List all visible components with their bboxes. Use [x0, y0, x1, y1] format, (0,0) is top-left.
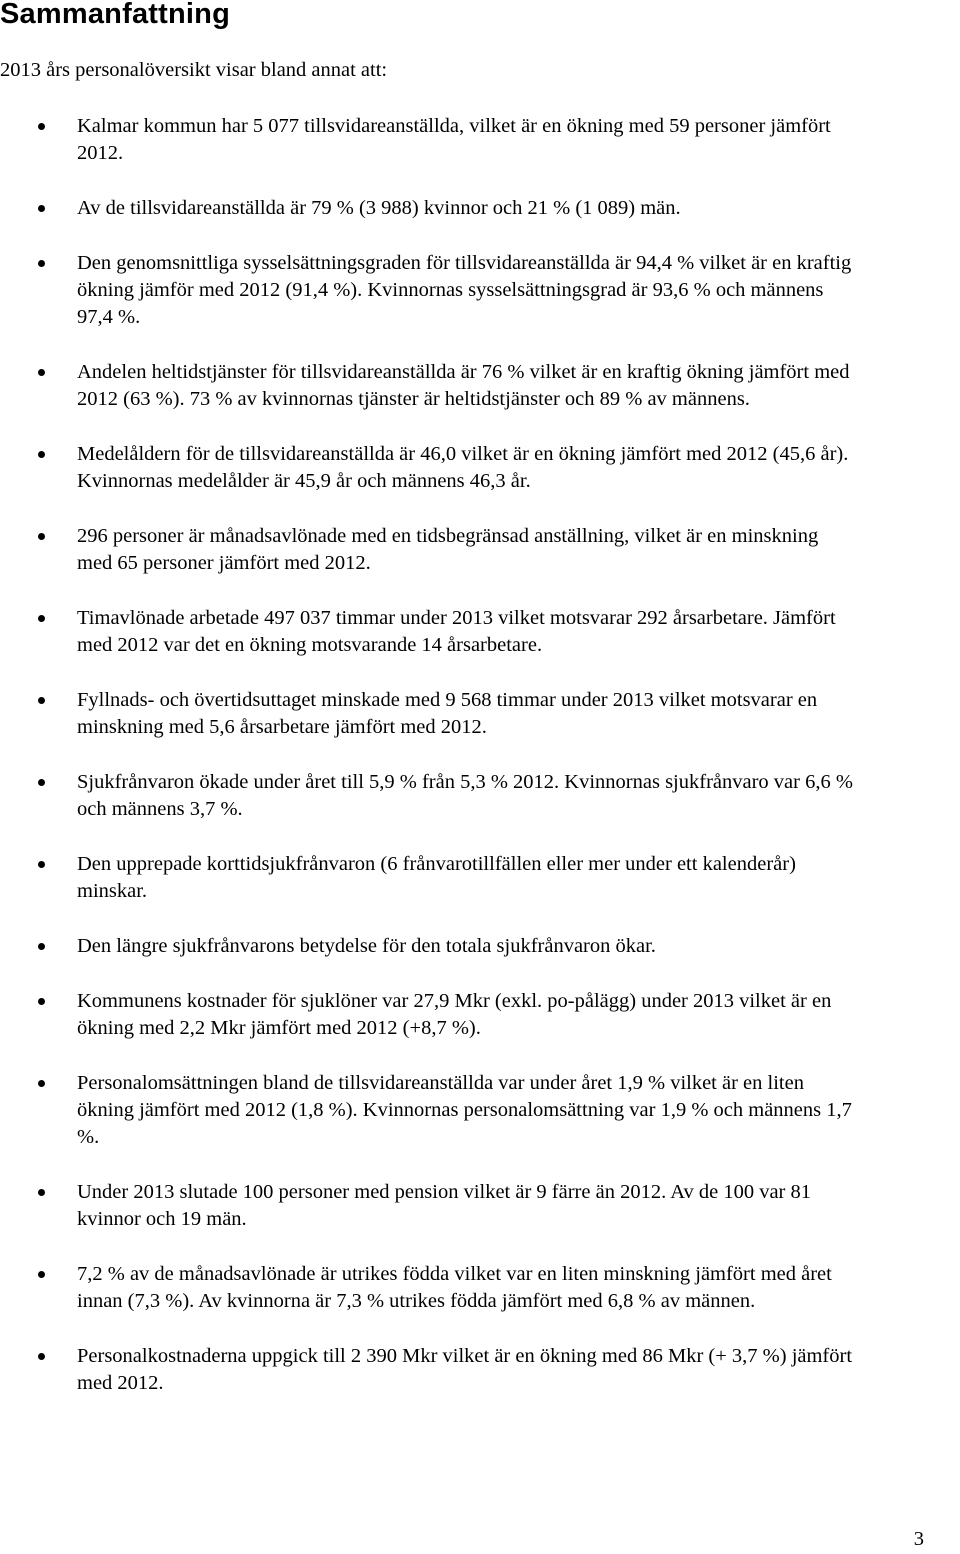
- list-item-text: Kommunens kostnader för sjuklöner var 27,9 Mkr (exkl. po-pålägg) under 2013 vilket är en ökning med 2,2 Mkr jämfört med 2012 (+8,7 %).: [77, 990, 832, 1039]
- list-item-text: Personalkostnaderna uppgick till 2 390 Mkr vilket är en ökning med 86 Mkr (+ 3,7 %) jämfört med 2012.: [77, 1345, 853, 1394]
- bullet-icon: [38, 1189, 45, 1196]
- list-item: [0, 1179, 960, 1233]
- bullet-icon: [38, 861, 45, 868]
- list-item: [0, 113, 960, 167]
- bullet-icon: [38, 1080, 45, 1087]
- list-item-text: Sjukfrånvaron ökade under året till 5,9 % från 5,3 % 2012. Kvinnornas sjukfrånvaro var 6,6 % och männens 3,7 %.: [77, 771, 853, 820]
- list-item-text: Den genomsnittliga sysselsättningsgraden för tillsvidareanställda är 94,4 % vilket är en kraftig ökning jämför med 2012 (91,4 %). Kvinnornas sysselsättningsgrad är 93,6 % och männens 97,4 %.: [77, 252, 852, 328]
- list-item-text: Medelåldern för de tillsvidareanställda är 46,0 vilket är en ökning jämfört med 2012 (45,6 år). Kvinnornas medelålder är 45,9 år och männens 46,3 år.: [77, 443, 849, 492]
- list-item: [0, 1070, 960, 1151]
- bullet-icon: [38, 205, 45, 212]
- list-item-text: Den upprepade korttidsjukfrånvaron (6 frånvarotillfällen eller mer under ett kalenderår) minskar.: [77, 853, 796, 902]
- bullet-icon: [38, 451, 45, 458]
- bullet-icon: [38, 697, 45, 704]
- list-item-text: Av de tillsvidareanställda är 79 % (3 988) kvinnor och 21 % (1 089) män.: [77, 197, 681, 219]
- bullet-icon: [38, 779, 45, 786]
- page-title: Sammanfattning: [0, 0, 230, 30]
- list-item: [0, 441, 960, 495]
- bullet-icon: [38, 533, 45, 540]
- list-item-text: Den längre sjukfrånvarons betydelse för den totala sjukfrånvaron ökar.: [77, 935, 656, 957]
- list-item-text: Kalmar kommun har 5 077 tillsvidareanställda, vilket är en ökning med 59 personer jämfört 2012.: [77, 115, 831, 164]
- list-item: [0, 769, 960, 823]
- list-item-text: Personalomsättningen bland de tillsvidareanställda var under året 1,9 % vilket är en liten ökning jämfört med 2012 (1,8 %). Kvinnornas personalomsättning var 1,9 % och männens 1,7 %.: [77, 1072, 852, 1148]
- list-item: [0, 1261, 960, 1315]
- bullet-icon: [38, 1353, 45, 1360]
- intro-text: 2013 års personalöversikt visar bland annat att:: [0, 59, 388, 81]
- list-item: [0, 687, 960, 741]
- bullet-icon: [38, 998, 45, 1005]
- bullet-icon: [38, 615, 45, 622]
- bullet-icon: [38, 943, 45, 950]
- list-item: [0, 605, 960, 659]
- list-item: [0, 933, 960, 960]
- list-item: [0, 359, 960, 413]
- list-item: [0, 195, 960, 222]
- list-item-text: 296 personer är månadsavlönade med en tidsbegränsad anställning, vilket är en minskning med 65 personer jämfört med 2012.: [77, 525, 819, 574]
- list-item-text: Under 2013 slutade 100 personer med pension vilket är 9 färre än 2012. Av de 100 var 81 kvinnor och 19 män.: [77, 1181, 812, 1230]
- list-item-text: Timavlönade arbetade 497 037 timmar under 2013 vilket motsvarar 292 årsarbetare. Jämfört med 2012 var det en ökning motsvarande 14 årsarbetare.: [77, 607, 836, 656]
- list-item-text: Fyllnads- och övertidsuttaget minskade med 9 568 timmar under 2013 vilket motsvarar en minskning med 5,6 årsarbetare jämfört med 2012.: [77, 689, 818, 738]
- bullet-icon: [38, 123, 45, 130]
- page-number: 3: [913, 1528, 924, 1550]
- list-item: [0, 523, 960, 577]
- bullet-icon: [38, 260, 45, 267]
- list-item: [0, 1343, 960, 1397]
- bullet-icon: [38, 1271, 45, 1278]
- list-item: [0, 988, 960, 1042]
- list-item: [0, 250, 960, 331]
- bullet-icon: [38, 369, 45, 376]
- list-item-text: Andelen heltidstjänster för tillsvidareanställda är 76 % vilket är en kraftig ökning jämfört med 2012 (63 %). 73 % av kvinnornas tjänster är heltidstjänster och 89 % av männens.: [77, 361, 850, 410]
- list-item-text: 7,2 % av de månadsavlönade är utrikes födda vilket var en liten minskning jämfört med året innan (7,3 %). Av kvinnorna är 7,3 % utrikes födda jämfört med 6,8 % av männen.: [77, 1263, 832, 1312]
- summary-list: [0, 113, 960, 1425]
- list-item: [0, 851, 960, 905]
